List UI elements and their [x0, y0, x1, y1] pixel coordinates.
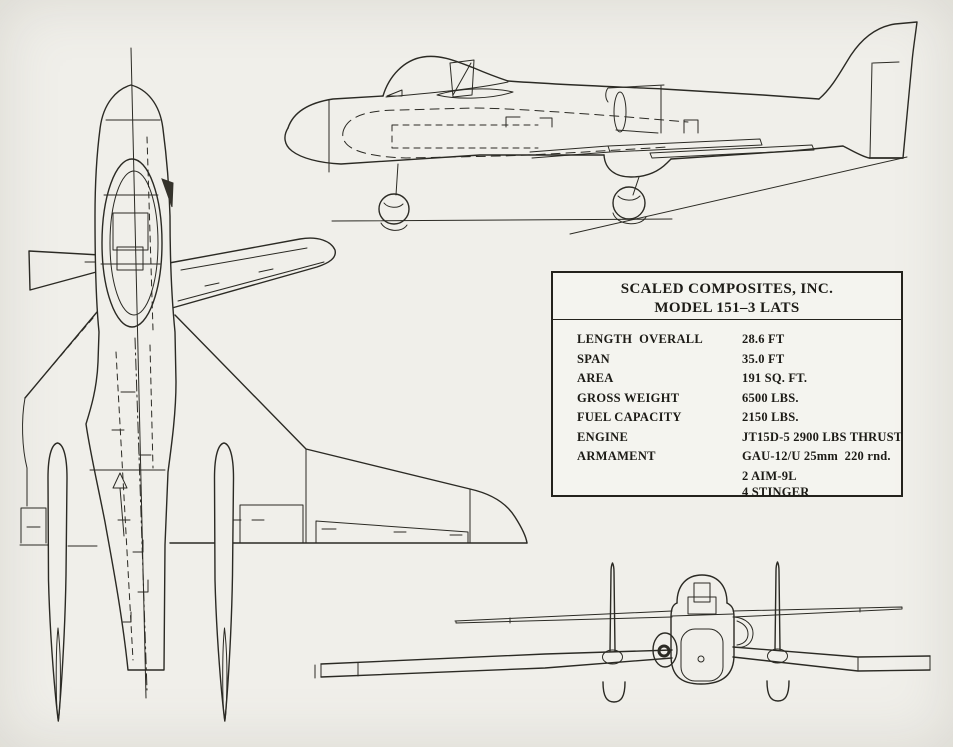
company-name: SCALED COMPOSITES, INC.: [620, 281, 834, 297]
spec-value: GAU-12/U 25mm 220 rnd.: [742, 449, 891, 463]
spec-label: SPAN: [577, 351, 610, 366]
spec-row: [577, 429, 903, 445]
model-designation: MODEL 151–3 LATS: [654, 300, 800, 316]
spec-row: [577, 450, 891, 464]
spec-table-title: [553, 273, 901, 320]
spec-value: JT15D-5 2900 LBS THRUST: [742, 429, 903, 444]
spec-rows: [553, 320, 901, 500]
side-view-drawing: [285, 22, 917, 234]
spec-row: [577, 372, 891, 386]
spec-row: [577, 470, 891, 484]
spec-value: 28.6 FT: [742, 332, 785, 346]
spec-label: AREA: [577, 371, 614, 385]
spec-table: [551, 271, 903, 497]
front-view-drawing: [315, 562, 930, 702]
spec-row: [577, 333, 891, 347]
spec-label: [577, 486, 742, 500]
spec-value: 35.0 FT: [742, 351, 785, 366]
spec-row: [577, 392, 891, 406]
top-view-drawing: [20, 48, 527, 721]
spec-value: 2 AIM-9L: [742, 468, 797, 483]
spec-label: GROSS WEIGHT: [577, 390, 680, 405]
spec-row: [577, 353, 891, 367]
spec-value: 191 SQ. FT.: [742, 371, 808, 385]
spec-value: 6500 LBS.: [742, 390, 799, 405]
spec-label: LENGTH OVERALL: [577, 332, 704, 346]
spec-row: [577, 411, 891, 425]
spec-label: ENGINE: [577, 429, 629, 444]
spec-value: 2150 LBS.: [742, 410, 799, 424]
spec-row: [577, 486, 891, 500]
spec-label: ARMAMENT: [577, 449, 656, 463]
spec-label: FUEL CAPACITY: [577, 410, 682, 424]
spec-label: [577, 470, 742, 484]
spec-value: 4 STINGER: [742, 485, 810, 499]
